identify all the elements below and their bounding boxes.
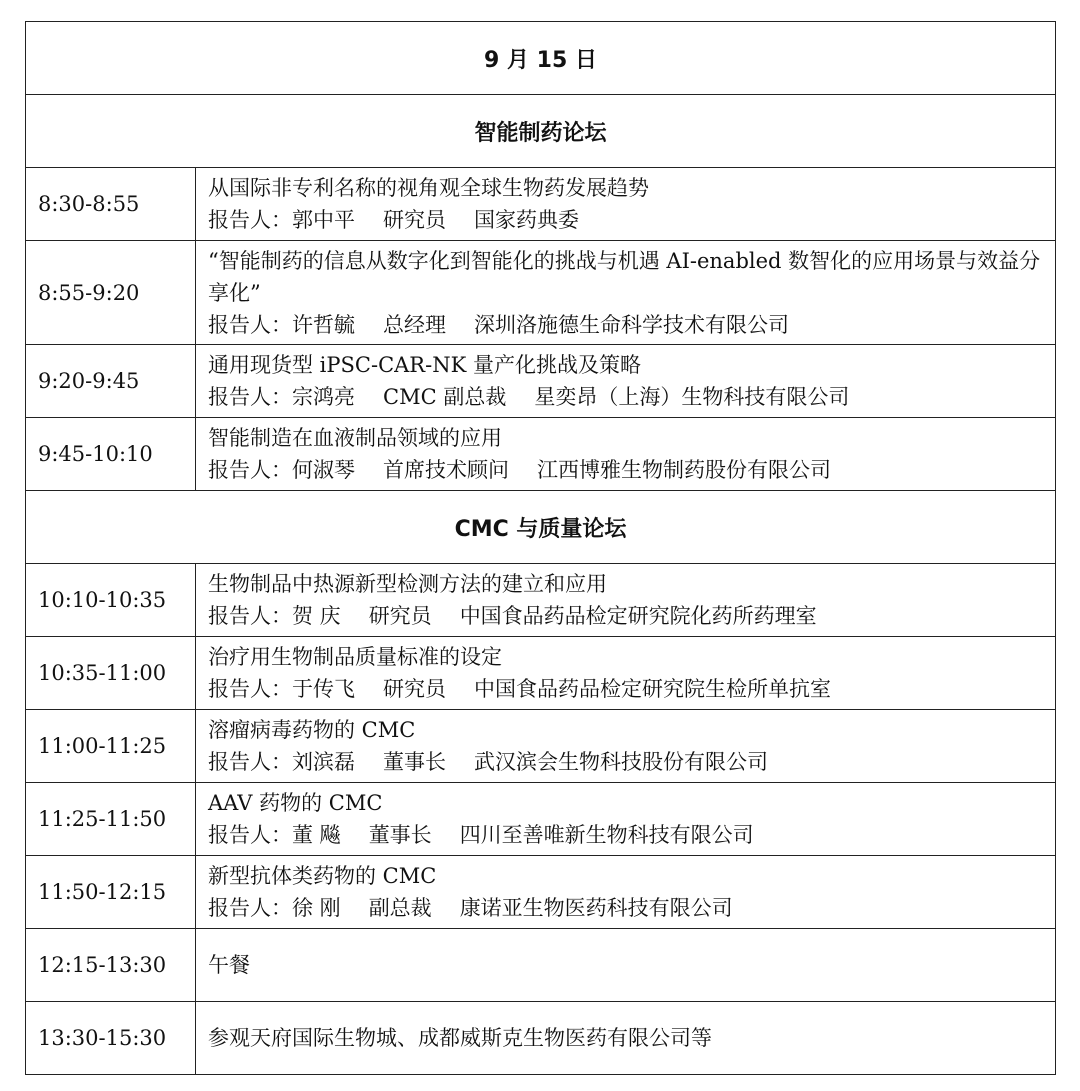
session-topic: 通用现货型 iPSC-CAR-NK 量产化挑战及策略	[208, 353, 641, 377]
session-row	[26, 418, 1056, 491]
session-row	[26, 241, 1056, 345]
reporter-org: 中国食品药品检定研究院生检所单抗室	[474, 677, 831, 701]
session-row	[26, 637, 1056, 710]
session-reporter-line	[208, 309, 1045, 341]
session-topic: “智能制药的信息从数字化到智能化的挑战与机遇 AI-enabled 数智化的应用场景与效益分享化”	[208, 248, 1041, 305]
session-content	[196, 345, 1056, 418]
session-topic: 生物制品中热源新型检测方法的建立和应用	[208, 572, 607, 596]
session-time: 9:45-10:10	[26, 418, 196, 491]
session-reporter-line	[208, 204, 1045, 236]
reporter-label: 报告人：	[208, 896, 292, 920]
session-topic: 智能制造在血液制品领域的应用	[208, 426, 502, 450]
session-content	[196, 710, 1056, 783]
session-content: 午餐	[196, 929, 1056, 1002]
session-time: 9:20-9:45	[26, 345, 196, 418]
session-time: 13:30-15:30	[26, 1002, 196, 1075]
reporter-org: 武汉滨会生物科技股份有限公司	[474, 750, 768, 774]
session-time: 11:00-11:25	[26, 710, 196, 783]
section-title: 智能制药论坛	[26, 95, 1056, 168]
reporter-org: 深圳洛施德生命科学技术有限公司	[474, 312, 789, 337]
session-reporter-line	[208, 600, 1045, 632]
session-row	[26, 168, 1056, 241]
session-content	[196, 637, 1056, 710]
session-reporter-line	[208, 746, 1045, 778]
reporter-position: 董事长	[368, 823, 432, 847]
session-time: 11:50-12:15	[26, 856, 196, 929]
reporter-position: 研究员	[383, 208, 446, 232]
reporter-name: 董 飚	[292, 823, 341, 847]
session-time: 10:35-11:00	[26, 637, 196, 710]
session-time: 8:30-8:55	[26, 168, 196, 241]
session-content	[196, 783, 1056, 856]
reporter-label: 报告人：	[208, 677, 292, 701]
session-topic: 新型抗体类药物的 CMC	[208, 864, 437, 888]
reporter-position: 首席技术顾问	[383, 458, 509, 482]
session-topic: 治疗用生物制品质量标准的设定	[208, 645, 502, 669]
session-content	[196, 241, 1056, 345]
date-header-row	[26, 22, 1056, 95]
section-header-row	[26, 95, 1056, 168]
session-row	[26, 783, 1056, 856]
reporter-org: 四川至善唯新生物科技有限公司	[459, 823, 754, 847]
reporter-org: 中国食品药品检定研究院化药所药理室	[459, 604, 817, 628]
session-content: 参观天府国际生物城、成都威斯克生物医药有限公司等	[196, 1002, 1056, 1075]
reporter-label: 报告人：	[208, 385, 292, 409]
schedule-row	[26, 1002, 1056, 1075]
reporter-name: 于传飞	[292, 677, 355, 701]
reporter-org: 康诺亚生物医药科技有限公司	[459, 896, 733, 920]
session-row	[26, 564, 1056, 637]
session-row	[26, 710, 1056, 783]
session-reporter-line	[208, 381, 1045, 413]
date-header: 9 月 15 日	[26, 22, 1056, 95]
reporter-position: 研究员	[383, 677, 446, 701]
reporter-label: 报告人：	[208, 604, 292, 628]
session-topic: 从国际非专利名称的视角观全球生物药发展趋势	[208, 176, 649, 200]
session-row	[26, 345, 1056, 418]
session-content	[196, 856, 1056, 929]
session-time: 11:25-11:50	[26, 783, 196, 856]
session-reporter-line	[208, 454, 1045, 486]
reporter-label: 报告人：	[208, 312, 292, 337]
reporter-name: 刘滨磊	[292, 750, 355, 774]
schedule-table	[25, 21, 1056, 1075]
reporter-name: 贺 庆	[292, 604, 341, 628]
reporter-name: 徐 刚	[292, 896, 341, 920]
session-topic: 溶瘤病毒药物的 CMC	[208, 718, 416, 742]
reporter-label: 报告人：	[208, 458, 292, 482]
reporter-label: 报告人：	[208, 208, 292, 232]
schedule-row	[26, 929, 1056, 1002]
reporter-label: 报告人：	[208, 750, 292, 774]
reporter-org: 星奕昂（上海）生物科技有限公司	[534, 385, 850, 409]
reporter-position: 董事长	[383, 750, 446, 774]
reporter-org: 国家药典委	[474, 208, 579, 232]
reporter-position: 总经理	[383, 312, 446, 337]
session-content	[196, 564, 1056, 637]
reporter-label: 报告人：	[208, 823, 292, 847]
reporter-org: 江西博雅生物制药股份有限公司	[537, 458, 831, 482]
section-title: CMC 与质量论坛	[26, 491, 1056, 564]
session-time: 10:10-10:35	[26, 564, 196, 637]
session-time: 8:55-9:20	[26, 241, 196, 345]
session-content	[196, 418, 1056, 491]
session-reporter-line	[208, 892, 1045, 924]
reporter-name: 郭中平	[292, 208, 355, 232]
reporter-position: 研究员	[368, 604, 432, 628]
session-row	[26, 856, 1056, 929]
reporter-name: 宗鸿亮	[292, 385, 355, 409]
session-content	[196, 168, 1056, 241]
session-topic: AAV 药物的 CMC	[208, 791, 383, 815]
reporter-position: 副总裁	[368, 896, 432, 920]
session-reporter-line	[208, 819, 1045, 851]
reporter-name: 许哲毓	[292, 312, 355, 337]
session-reporter-line	[208, 673, 1045, 705]
session-time: 12:15-13:30	[26, 929, 196, 1002]
reporter-name: 何淑琴	[292, 458, 355, 482]
section-header-row	[26, 491, 1056, 564]
reporter-position: CMC 副总裁	[383, 385, 507, 409]
